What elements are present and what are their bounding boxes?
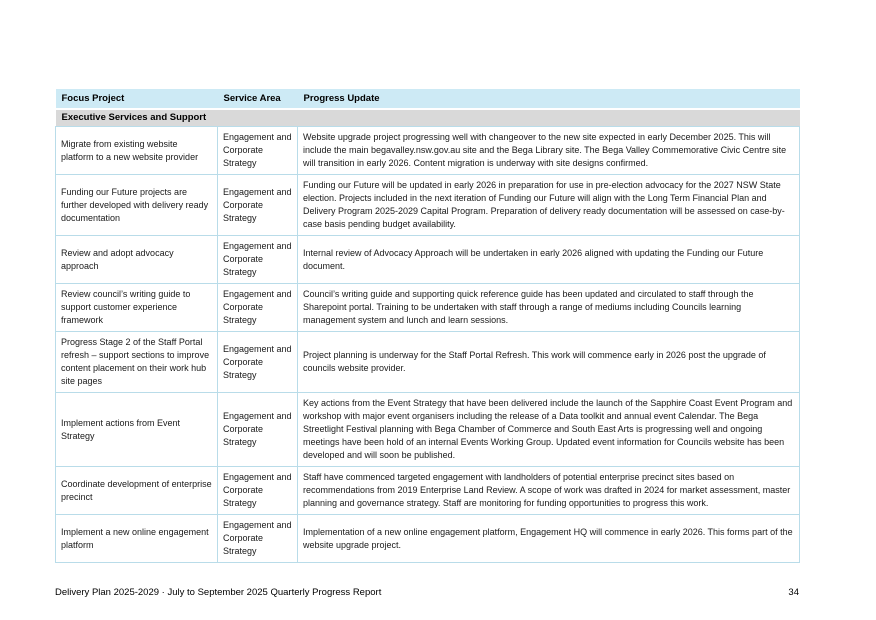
focus-project-cell: Review council’s writing guide to support customer experience framework — [56, 284, 218, 332]
table-row — [56, 127, 800, 175]
service-area-cell: Engagement and Corporate Strategy — [218, 175, 298, 236]
page-footer — [55, 587, 799, 598]
service-area-cell: Engagement and Corporate Strategy — [218, 284, 298, 332]
progress-update-cell: Funding our Future will be updated in early 2026 in preparation for use in pre-election advocacy for the 2027 NSW State election. Projects included in the next iteration of Funding our Future will align with the Long Term Financial Plan and Delivery Program 2025-2029 Capital Program. Preparation of delivery ready documentation will be assessed on case-by-case basis pending budget availability. — [298, 175, 800, 236]
table-row — [56, 236, 800, 284]
footer-report-title: Delivery Plan 2025-2029 · July to September 2025 Quarterly Progress Report — [55, 587, 382, 598]
column-header-service-area: Service Area — [218, 89, 298, 109]
progress-table — [55, 89, 800, 563]
focus-project-cell: Implement a new online engagement platform — [56, 515, 218, 563]
section-header-label: Executive Services and Support — [56, 109, 800, 127]
column-header-progress-update: Progress Update — [298, 89, 800, 109]
table-header-row — [56, 89, 800, 109]
focus-project-cell: Implement actions from Event Strategy — [56, 393, 218, 467]
column-header-focus-project: Focus Project — [56, 89, 218, 109]
service-area-cell: Engagement and Corporate Strategy — [218, 393, 298, 467]
table-row — [56, 175, 800, 236]
table-row — [56, 393, 800, 467]
progress-update-cell: Project planning is underway for the Staff Portal Refresh. This work will commence early in 2026 post the upgrade of councils website provider. — [298, 332, 800, 393]
service-area-cell: Engagement and Corporate Strategy — [218, 467, 298, 515]
table-row — [56, 515, 800, 563]
table-row — [56, 284, 800, 332]
focus-project-cell: Coordinate development of enterprise precinct — [56, 467, 218, 515]
footer-page-number: 34 — [788, 587, 799, 598]
progress-update-cell: Website upgrade project progressing well with changeover to the new site expected in early December 2025. This will include the main begavalley.nsw.gov.au site and the Bega Library site. The Bega Valley Commemorative Civic Centre site will transition in early 2026. Content migration is underway with site designs confirmed. — [298, 127, 800, 175]
table-row — [56, 467, 800, 515]
focus-project-cell: Funding our Future projects are further developed with delivery ready documentation — [56, 175, 218, 236]
progress-update-cell: Implementation of a new online engagement platform, Engagement HQ will commence in early 2026. This forms part of the website upgrade project. — [298, 515, 800, 563]
progress-update-cell: Internal review of Advocacy Approach will be undertaken in early 2026 aligned with updating the Funding our Future document. — [298, 236, 800, 284]
focus-project-cell: Migrate from existing website platform to a new website provider — [56, 127, 218, 175]
progress-update-cell: Key actions from the Event Strategy that have been delivered include the launch of the Sapphire Coast Event Program and workshop with major event organisers including the release of a Data toolkit and annual event Calendar. The Bega Streetlight Festival planning with Bega Chamber of Commerce and South East Arts is progressing well and ongoing meetings have been hold of an internal Events Working Group. Updated event information for Councils website has been developed and will soon be published. — [298, 393, 800, 467]
focus-project-cell: Review and adopt advocacy approach — [56, 236, 218, 284]
table-row — [56, 332, 800, 393]
service-area-cell: Engagement and Corporate Strategy — [218, 236, 298, 284]
service-area-cell: Engagement and Corporate Strategy — [218, 515, 298, 563]
section-header-row — [56, 109, 800, 127]
service-area-cell: Engagement and Corporate Strategy — [218, 127, 298, 175]
progress-update-cell: Staff have commenced targeted engagement with landholders of potential enterprise precinct sites based on recommendations from 2019 Enterprise Land Review. A scope of work was drafted in 2024 for market assessment, master planning and governance strategy. Staff are monitoring for funding opportunities to progress this work. — [298, 467, 800, 515]
service-area-cell: Engagement and Corporate Strategy — [218, 332, 298, 393]
progress-update-cell: Council’s writing guide and supporting quick reference guide has been updated and circulated to staff through the Sharepoint portal. Training to be undertaken with staff through a range of mediums including Councils learning management system and lunch and learn sessions. — [298, 284, 800, 332]
focus-project-cell: Progress Stage 2 of the Staff Portal refresh – support sections to improve content placement on their work hub site pages — [56, 332, 218, 393]
